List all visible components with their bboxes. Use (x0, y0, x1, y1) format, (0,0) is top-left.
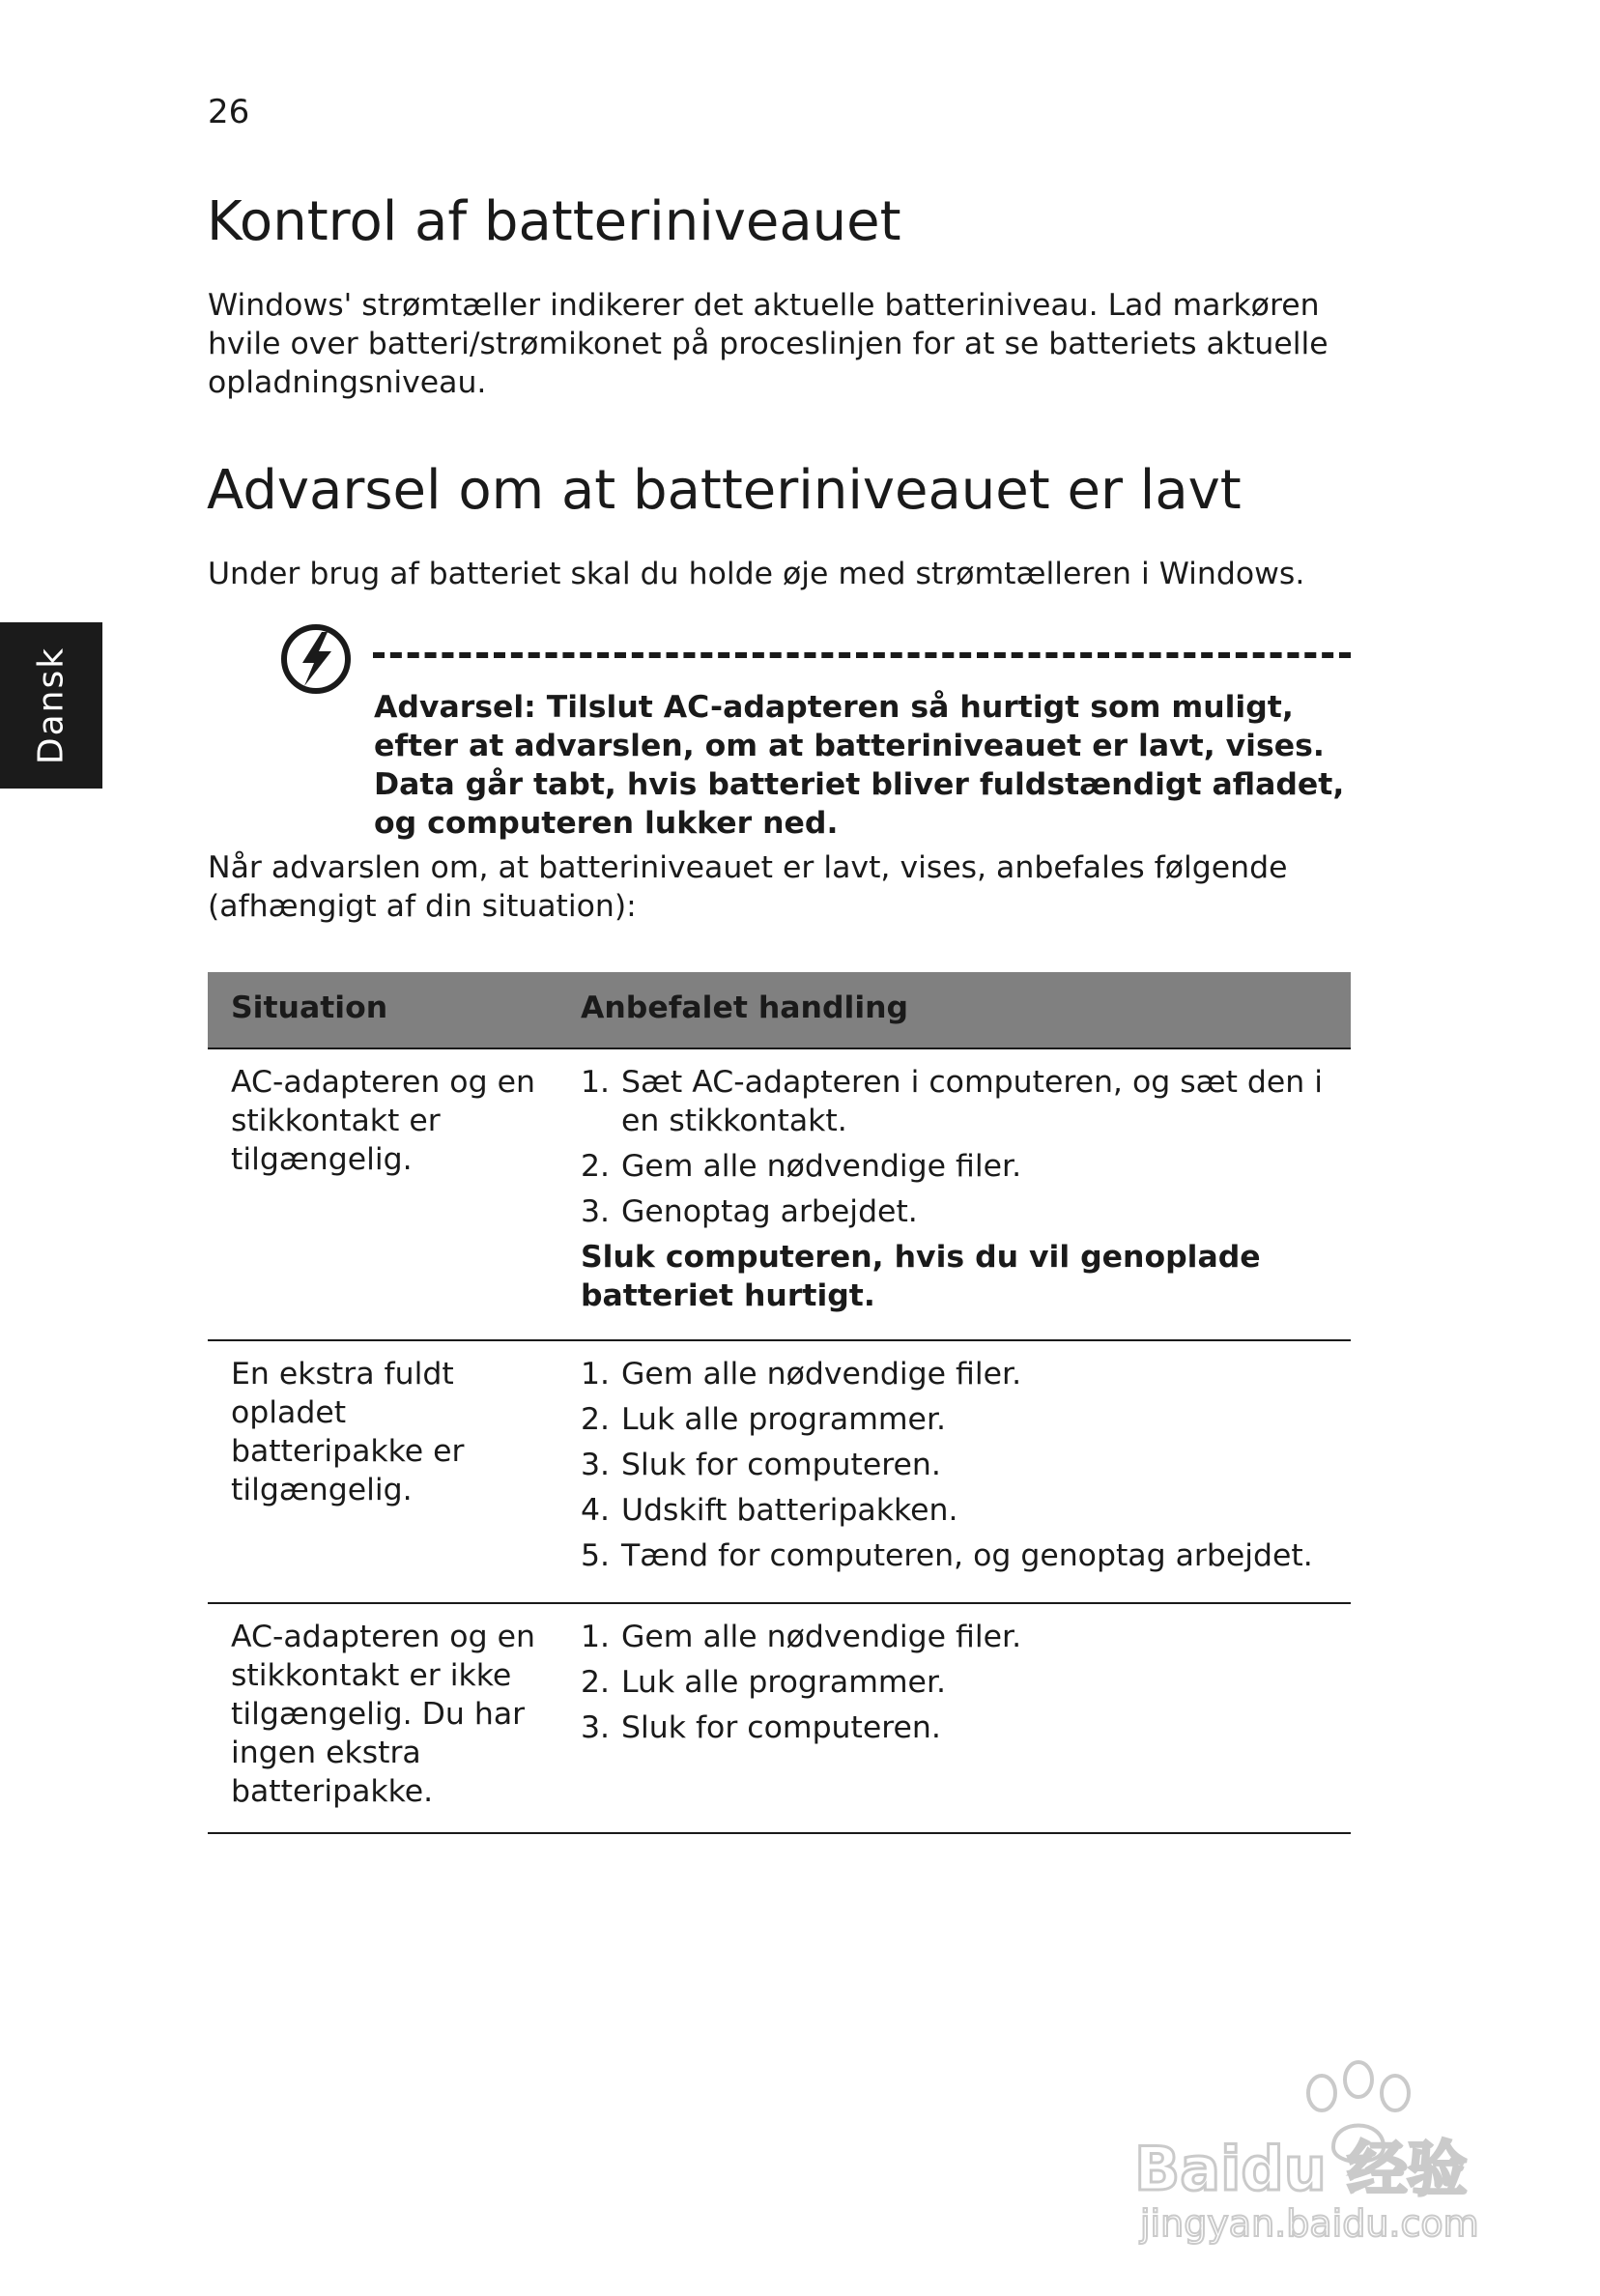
step-text: Sluk for computeren. (621, 1448, 941, 1482)
step-text: Gem alle nødvendige filer. (621, 1357, 1022, 1392)
action-step (581, 1663, 1334, 1702)
table-row (208, 1341, 1351, 1604)
step-number: 3. (581, 1194, 611, 1229)
action-cell (581, 1355, 1334, 1582)
action-step (581, 1618, 1334, 1656)
action-note: Sluk computeren, hvis du vil genoplade batteriet hurtigt. (581, 1240, 1261, 1313)
situation-cell: AC-adapteren og en stikkontakt er tilgængelig. (231, 1065, 535, 1177)
step-number: 5. (581, 1538, 611, 1573)
warning-divider (373, 652, 1351, 658)
column-header-action: Anbefalet handling (581, 990, 909, 1025)
step-number: 2. (581, 1402, 611, 1437)
step-number: 1. (581, 1065, 611, 1100)
situation-cell: En ekstra fuldt opladet batteripakke er tilgængelig. (231, 1357, 465, 1507)
table-row (208, 1604, 1351, 1834)
step-text: Sluk for computeren. (621, 1710, 941, 1745)
lightning-warning-icon (279, 622, 353, 696)
column-header-situation: Situation (231, 990, 388, 1025)
action-step (581, 1400, 1334, 1439)
section-heading-battery-level: Kontrol af batteriniveauet (207, 190, 901, 253)
step-number: 3. (581, 1710, 611, 1745)
action-step (581, 1536, 1334, 1575)
language-tab-label: Dansk (31, 646, 71, 765)
table-header (208, 972, 1351, 1049)
step-text: Gem alle nødvendige filer. (621, 1149, 1022, 1184)
page-number: 26 (208, 93, 250, 131)
step-text: Udskift batteripakken. (621, 1493, 958, 1528)
action-step (581, 1192, 1334, 1231)
action-step (581, 1708, 1334, 1747)
step-number: 1. (581, 1620, 611, 1654)
action-step (581, 1355, 1334, 1393)
language-tab (0, 622, 102, 789)
action-cell (581, 1618, 1334, 1754)
step-text: Genoptag arbejdet. (621, 1194, 918, 1229)
step-text: Sæt AC-adapteren i computeren, og sæt den i en stikkontakt. (621, 1065, 1324, 1138)
section-heading-low-battery-warning: Advarsel om at batteriniveauet er lavt (207, 459, 1242, 522)
step-number: 4. (581, 1493, 611, 1528)
step-number: 2. (581, 1665, 611, 1700)
step-number: 2. (581, 1149, 611, 1184)
step-number: 3. (581, 1448, 611, 1482)
battery-level-paragraph: Windows' strømtæller indikerer det aktuelle batteriniveau. Lad markøren hvile over batteri/strømikonet på proceslinjen for at se batteriets aktuelle opladningsniveau. (208, 288, 1329, 400)
table-row (208, 1049, 1351, 1341)
step-text: Luk alle programmer. (621, 1402, 947, 1437)
warning-text: Advarsel: Tilslut AC-adapteren så hurtigt som muligt, efter at advarslen, om at batteriniveauet er lavt, vises. Data går tabt, hvis batteriet bliver fuldstændigt afladet, og computeren lukker ned. (374, 690, 1345, 841)
low-battery-intro: Under brug af batteriet skal du holde øje med strømtælleren i Windows. (208, 557, 1305, 591)
action-cell (581, 1063, 1334, 1315)
action-step (581, 1147, 1334, 1186)
watermark-logo: Baidu 经验 (1134, 2134, 1468, 2204)
step-text: Gem alle nødvendige filer. (621, 1620, 1022, 1654)
step-text: Tænd for computeren, og genoptag arbejdet. (621, 1538, 1313, 1573)
step-text: Luk alle programmer. (621, 1665, 947, 1700)
action-step (581, 1063, 1334, 1140)
recommendation-table (208, 972, 1351, 1834)
baidu-jingyan-watermark (1129, 2033, 1511, 2248)
action-step (581, 1491, 1334, 1530)
watermark-url: jingyan.baidu.com (1140, 2202, 1479, 2245)
situation-cell: AC-adapteren og en stikkontakt er ikke tilgængelig. Du har ingen ekstra batteripakke. (231, 1620, 535, 1809)
step-number: 1. (581, 1357, 611, 1392)
action-step (581, 1446, 1334, 1484)
recommendation-intro: Når advarslen om, at batteriniveauet er lavt, vises, anbefales følgende (afhængigt af din situation): (208, 850, 1288, 924)
